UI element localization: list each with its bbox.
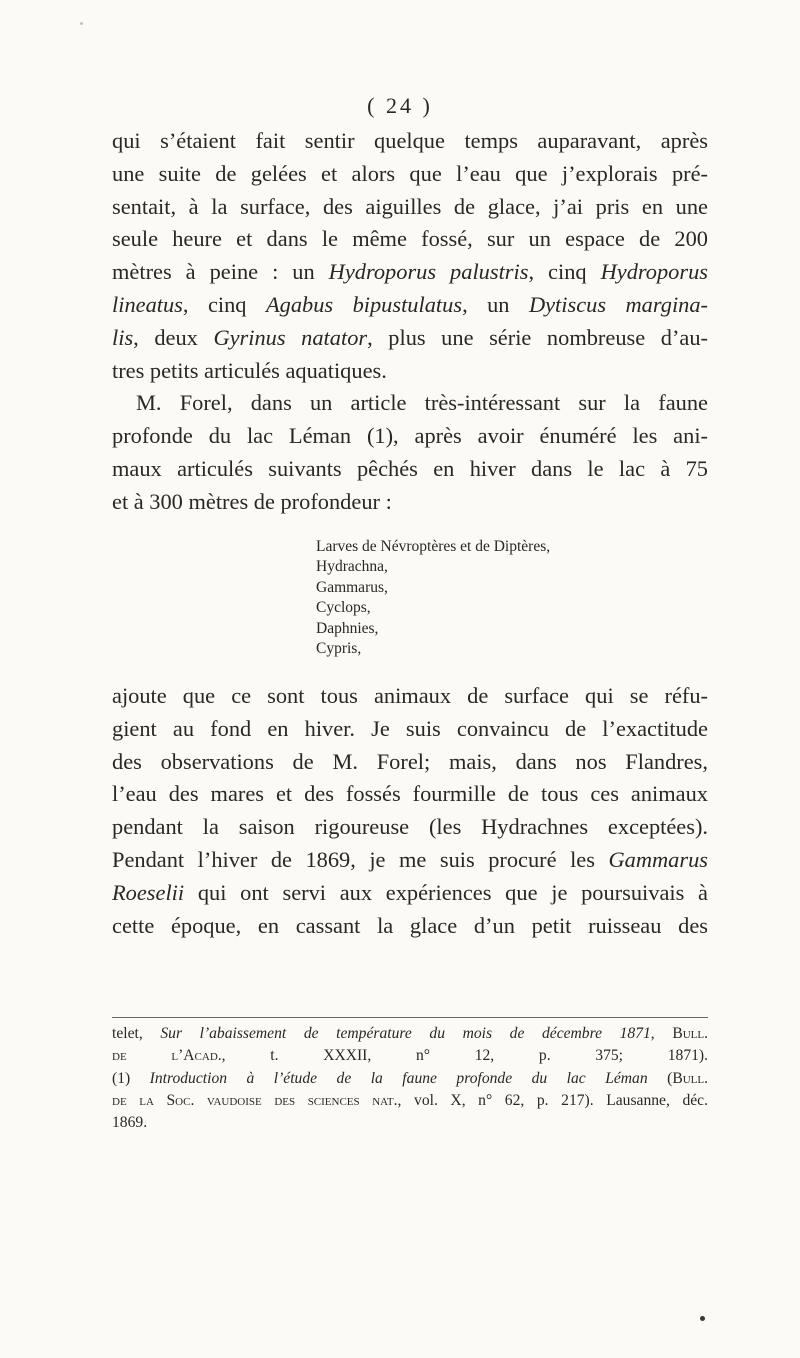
small-caps-text: de l’Acad.	[112, 1047, 222, 1065]
list-item: Hydrachna,	[316, 558, 388, 576]
text-line: Roeselii qui ont servi aux expériences que je poursuivais à	[112, 879, 708, 905]
footnote-rule	[112, 1017, 708, 1018]
list-item: Larves de Névroptères et de Diptères,	[316, 538, 551, 555]
text-line: lineatus, cinq Agabus bipustulatus, un Dytiscus margina-	[112, 291, 709, 317]
main-text-top	[112, 125, 708, 519]
list-item: Cyclops,	[316, 599, 371, 617]
paper-speck	[80, 22, 83, 25]
italic-term: Agabus bipustulatus	[265, 291, 463, 317]
text-line: ajoute que ce sont tous animaux de surface qui se réfu-	[112, 683, 708, 708]
text-line: tres petits articulés aquatiques.	[112, 357, 387, 383]
text-line: gient au fond en hiver. Je suis convaincu de l’exactitude	[112, 715, 708, 741]
text-line: de la Soc. vaudoise des sciences nat., vol. X, n° 62, p. 217). Lausanne, déc.	[112, 1091, 708, 1109]
text-line: profonde du lac Léman (1), après avoir énuméré les ani-	[112, 423, 708, 449]
text-line: lis, deux Gyrinus natator, plus une série nombreuse d’au-	[112, 324, 708, 350]
italic-term: lineatus	[112, 291, 183, 317]
italic-term: Gyrinus natator	[213, 324, 368, 350]
list-item: Cypris,	[316, 640, 362, 658]
text-line: sentait, à la surface, des aiguilles de glace, j’ai pris en une	[112, 193, 708, 219]
list-item: Daphnies,	[316, 619, 379, 637]
text-line: de l’Acad., t. XXXII, n° 12, p. 375; 1871).	[112, 1047, 708, 1065]
text-line: M. Forel, dans un article très-intéressant sur la faune	[136, 390, 708, 416]
text-line: mètres à peine : un Hydroporus palustris, cinq Hydroporus	[112, 259, 708, 285]
italic-term: Sur l’abaissement de température du mois de décembre 1871	[160, 1025, 651, 1042]
paragraph-forel	[112, 387, 708, 518]
italic-term: Introduction à l’étude de la faune profonde du lac Léman	[149, 1069, 648, 1087]
list-item: Gammarus,	[316, 578, 388, 596]
text-line: des observations de M. Forel; mais, dans nos Flandres,	[112, 748, 708, 774]
text-line: telet, Sur l’abaissement de température du mois de décembre 1871, Bull.	[112, 1025, 708, 1042]
text-line: maux articulés suivants pêchés en hiver dans le lac à 75	[112, 455, 708, 481]
italic-term: Hydroporus palustris	[328, 259, 529, 285]
text-line: l’eau des mares et des fossés fourmille de tous ces animaux	[112, 781, 708, 807]
small-caps-text: Bull.	[672, 1069, 709, 1087]
text-line: (1) Introduction à l’étude de la faune profonde du lac Léman (Bull.	[112, 1069, 709, 1087]
text-line: pendant la saison rigoureuse (les Hydrachnes exceptées).	[112, 814, 708, 840]
paragraph-conclusion	[112, 680, 708, 942]
italic-term: Roeselii	[112, 879, 185, 905]
text-line: seule heure et dans le même fossé, sur un espace de 200	[112, 226, 708, 252]
text-line: une suite de gelées et alors que l’eau que j’explorais pré-	[112, 160, 708, 186]
animal-list	[316, 537, 550, 659]
ink-dot	[700, 1316, 705, 1321]
text-line: Pendant l’hiver de 1869, je me suis procuré les Gammarus	[112, 846, 708, 872]
text-line: et à 300 mètres de profondeur :	[112, 488, 392, 514]
text-line: qui s’étaient fait sentir quelque temps auparavant, après	[112, 128, 708, 153]
text-line: 1869.	[112, 1114, 148, 1132]
small-caps-text: de la Soc. vaudoise des sciences nat.	[112, 1091, 398, 1109]
small-caps-text: Bull.	[672, 1025, 708, 1042]
text-line: cette époque, en cassant la glace d’un petit ruisseau des	[112, 912, 708, 938]
italic-term: Hydroporus	[600, 259, 708, 285]
italic-term: Gammarus	[608, 846, 708, 872]
footnotes	[112, 1023, 708, 1134]
main-text-bottom	[112, 680, 708, 942]
paragraph-continuation	[112, 125, 708, 387]
page-number: ( 24 )	[367, 93, 433, 118]
italic-term: lis	[112, 324, 134, 350]
italic-term: Dytiscus margina-	[528, 291, 709, 317]
